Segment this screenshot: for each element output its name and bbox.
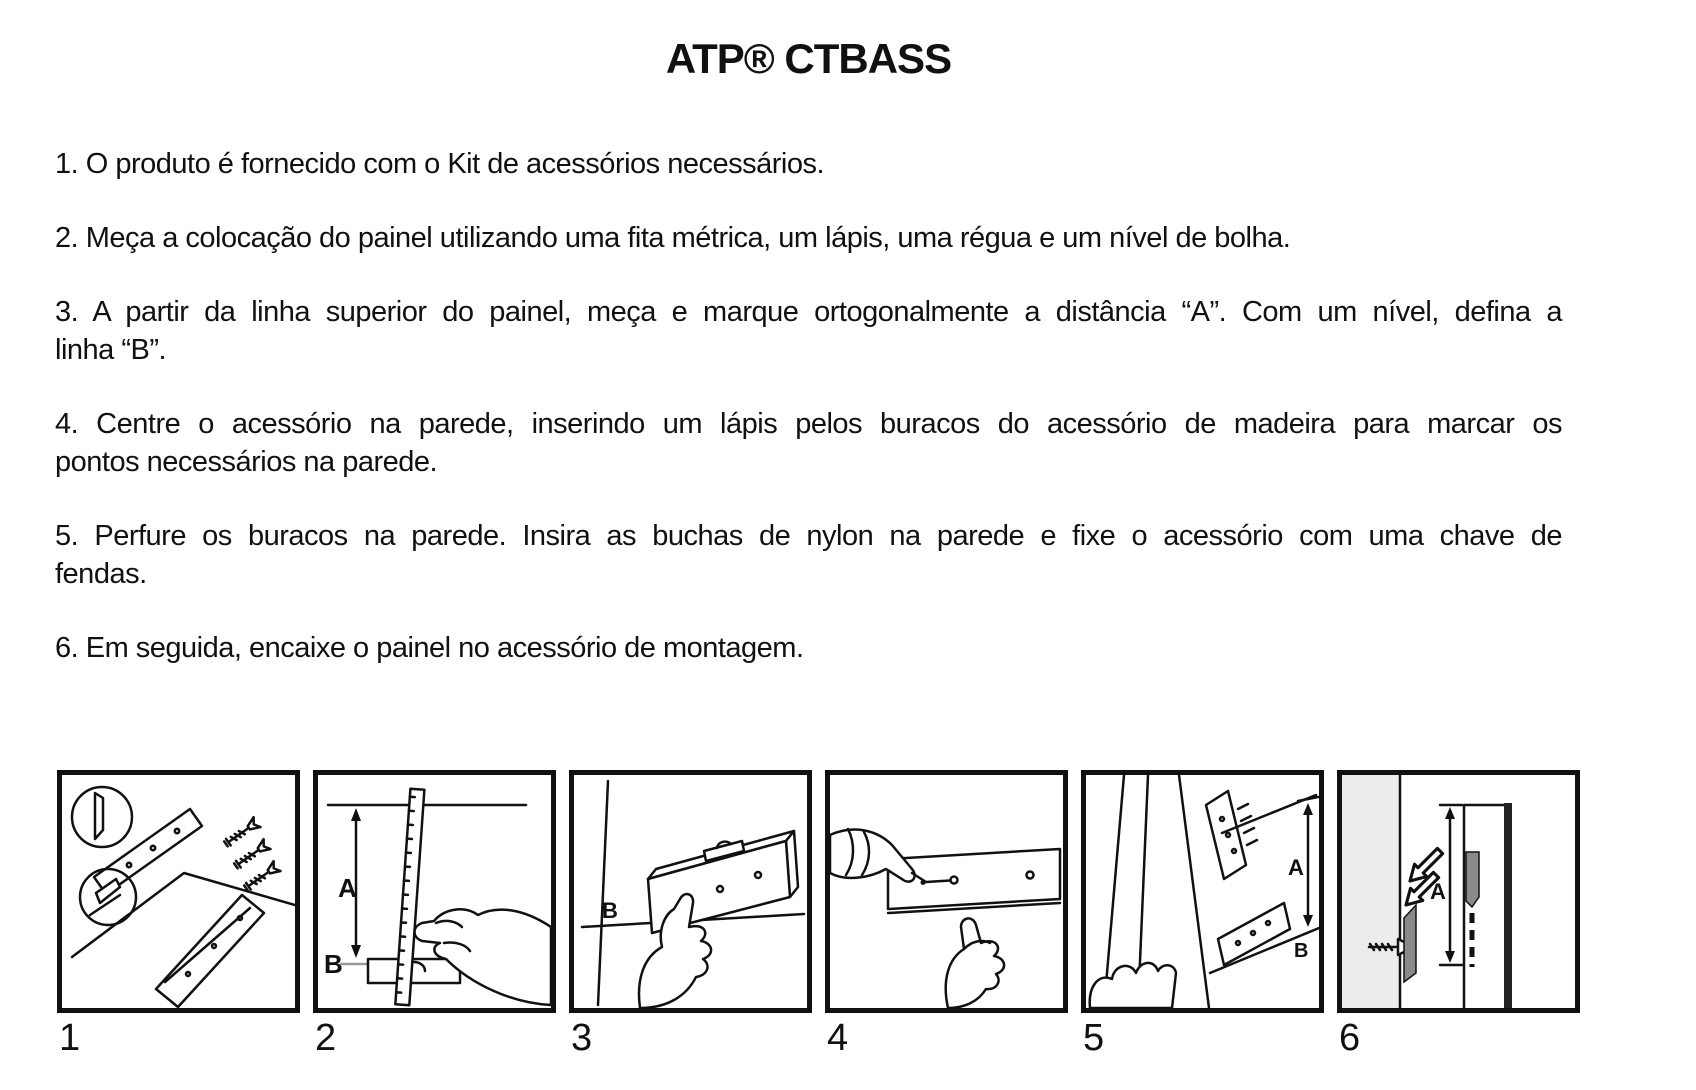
figure-1-box — [57, 770, 300, 1013]
label-b: B — [324, 949, 343, 979]
wall-section — [1342, 775, 1400, 1008]
page-title: ATP® CTBASS — [665, 35, 952, 82]
figure-1 — [57, 770, 300, 1058]
label-a: A — [338, 873, 357, 903]
kit-contents-illustration — [62, 775, 295, 1008]
figure-5 — [1081, 770, 1324, 1058]
measuring-illustration — [318, 775, 551, 1008]
figure-2-number: 2 — [315, 1017, 337, 1059]
figure-6-box — [1337, 770, 1580, 1013]
figure-2-box — [313, 770, 556, 1013]
label-b: B — [1294, 940, 1309, 962]
positioning-illustration — [574, 775, 807, 1008]
figure-row — [57, 770, 1580, 1058]
screwdriver-icon — [830, 830, 915, 882]
screw-icon — [242, 861, 280, 893]
step-3 — [55, 293, 1562, 369]
step-2-text: 2. Meça a colocação do painel utilizando uma fita métrica, um lápis, uma régua e um nível de bolha. — [55, 222, 1291, 254]
figure-5-box — [1081, 770, 1324, 1013]
step-5-line-1: 5. Perfure os buracos na parede. Insira as buchas de nylon na parede e fixe o acessório com uma chave de — [55, 520, 1562, 552]
step-1-text: 1. O produto é fornecido com o Kit de acessórios necessários. — [55, 148, 825, 180]
drilling-illustration — [830, 775, 1063, 1008]
instruction-steps — [55, 145, 1562, 703]
label-a: A — [1430, 879, 1446, 904]
step-2 — [55, 219, 1562, 257]
figure-6 — [1337, 770, 1580, 1058]
step-4-line-1: 4. Centre o acessório na parede, inserindo um lápis pelos buracos do acessório de madeira para marcar os — [55, 408, 1562, 440]
screw-icon — [222, 817, 260, 849]
hand-icon — [946, 918, 1004, 1008]
wall-cleat — [1404, 905, 1416, 982]
figure-3 — [569, 770, 812, 1058]
step-1 — [55, 145, 1562, 183]
step-6 — [55, 629, 1562, 667]
panel-cleat — [1466, 852, 1479, 907]
cross-section-illustration — [1342, 775, 1575, 1008]
hand-icon — [1090, 963, 1176, 1008]
screw-icon — [232, 839, 270, 871]
hanging-illustration — [1086, 775, 1319, 1008]
label-b: B — [602, 898, 618, 923]
figure-4 — [825, 770, 1068, 1058]
step-4-line-2: pontos necessários na parede. — [55, 446, 438, 478]
step-3-line-1: 3. A partir da linha superior do painel, meça e marque ortogonalmente a distância “A”. Com um nível, defina a — [55, 296, 1562, 328]
step-4 — [55, 405, 1562, 481]
label-a: A — [1288, 855, 1304, 880]
figure-1-number: 1 — [59, 1017, 81, 1059]
figure-4-number: 4 — [827, 1017, 849, 1059]
figure-3-box — [569, 770, 812, 1013]
figure-4-box — [825, 770, 1068, 1013]
step-5-line-2: fendas. — [55, 558, 147, 590]
figure-2 — [313, 770, 556, 1058]
figure-3-number: 3 — [571, 1017, 593, 1059]
step-5 — [55, 517, 1562, 593]
step-6-text: 6. Em seguida, encaixe o painel no acessório de montagem. — [55, 632, 804, 664]
step-3-line-2: linha “B”. — [55, 334, 167, 366]
figure-6-number: 6 — [1339, 1017, 1361, 1059]
figure-5-number: 5 — [1083, 1017, 1105, 1059]
